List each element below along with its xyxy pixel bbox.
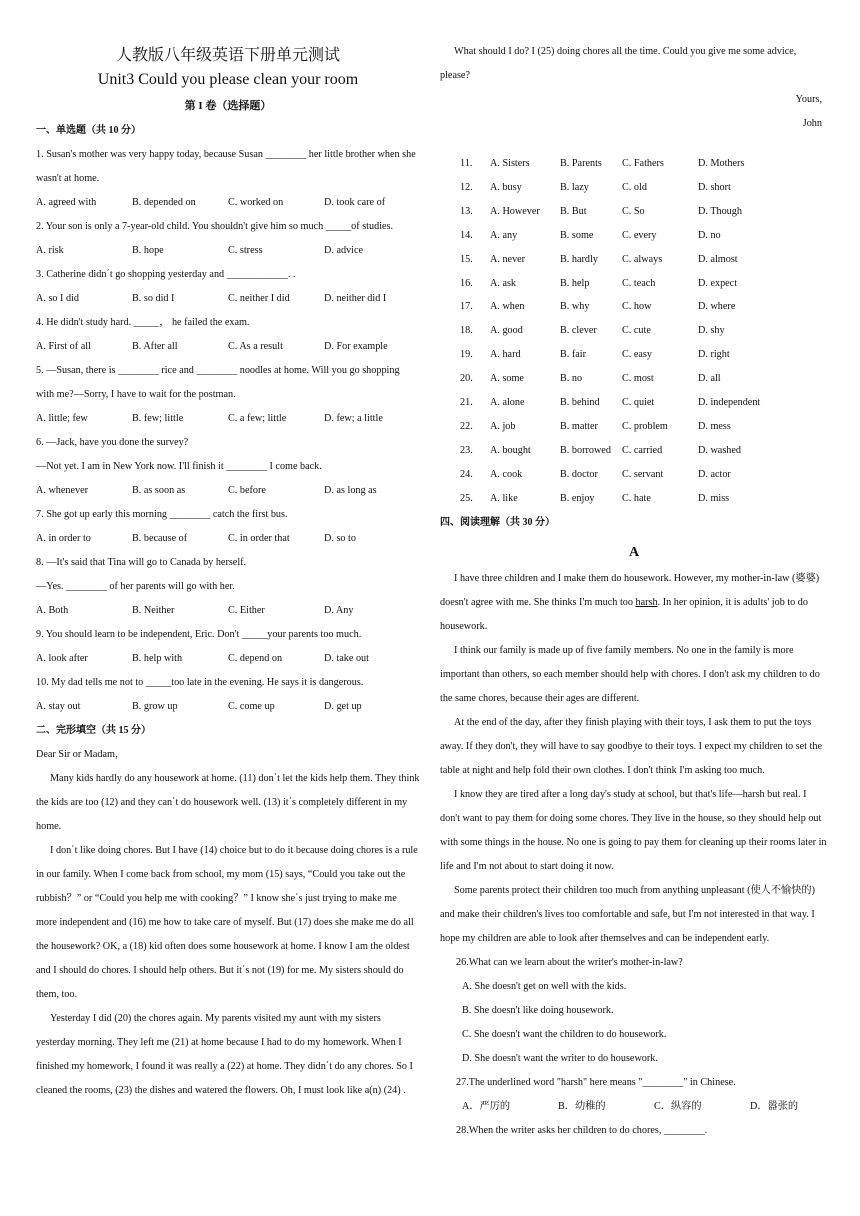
answer-row [440,272,828,296]
answer-option: B. clever [560,325,597,337]
answer-option: C. hate [622,492,651,504]
passage-text: . In her opinion, it is adults' job to do housework. [440,596,808,632]
answer-row [440,487,828,511]
option-row [36,335,420,359]
question-26-options [440,975,828,1071]
option: A. First of all [36,341,91,352]
answer-row [440,415,828,439]
passage-paragraph: At the end of the day, after they finish playing with their toys, I ask them to put the toys away. If they don't, they will have to say goodbye to their toys. I expect my children to set the table at night and help fold their own clothes. I don't think I'm asking too much. [440,716,822,776]
underlined-word: harsh [635,596,658,608]
answer-option: B．幼稚的 [558,1100,606,1112]
answer-option: C. She doesn't want the children to do housework. [462,1028,667,1040]
answer-option: C. old [622,181,647,193]
option: B. grow up [132,701,178,712]
passage-paragraph: I know they are tired after a long day's study at school, but that's life—harsh but real. I don't want to pay them for doing some chores. They live in the house, so they should help out with some things in the house. No one is going to pay them for cleaning up their rooms later in life and I'm not about to start doing it now. [440,788,827,872]
answer-row [440,463,828,487]
answer-number: 12. [460,181,473,193]
option: A. agreed with [36,197,97,208]
answer-number: 25. [460,492,473,504]
answer-option: B. borrowed [560,444,611,456]
passage-paragraph [440,567,828,639]
answer-option: A. hard [490,349,521,361]
question-stem: —Not yet. I am in New York now. I'll finish it ________ I come back. [36,461,322,472]
answer-option: A. She doesn't get on well with the kids. [462,980,627,992]
option: D. took care of [324,197,386,208]
answer-option: C. problem [622,420,668,432]
answer-number: 17. [460,301,473,313]
option-row [36,527,420,551]
option: B. Neither [132,605,175,616]
mcq-list [36,143,420,719]
right-column [440,40,828,1143]
answer-option: C. carried [622,444,663,456]
cloze-paragraph: Many kids hardly do any housework at home. (11) don΄t let the kids help them. They think the kids are too (12) and they can΄t do housework well. (13) it΄s completely different in my home. [36,773,420,832]
answer-option: C. every [622,229,657,241]
option: B. because of [132,533,188,544]
answer-option: D. mess [698,420,731,432]
answer-option: C. teach [622,277,656,289]
option: D. advice [324,245,364,256]
answer-option: A. never [490,253,526,265]
answer-option: B. behind [560,397,600,409]
option-row [36,407,420,431]
option: D. few; a little [324,413,383,424]
question-stem: 9. You should learn to be independent, Eric. Don't _____your parents too much. [36,629,362,640]
answer-number: 15. [460,253,473,265]
question-stem: 2. Your son is only a 7-year-old child. You shouldn't give him so much _____of studies. [36,221,394,232]
answer-option: B. enjoy [560,492,595,504]
option: B. few; little [132,413,184,424]
option: D. neither did I [324,293,387,304]
option: C. worked on [228,197,284,208]
answer-option: B. But [560,205,587,217]
answer-number: 24. [460,468,473,480]
option: A. so I did [36,293,80,304]
answer-option: A. ask [490,277,517,289]
left-column [36,40,420,1103]
answer-number: 13. [460,205,473,217]
option: D. For example [324,341,388,352]
option: C. Either [228,605,265,616]
option: C. a few; little [228,413,287,424]
option-row [36,647,420,671]
answer-number: 22. [460,420,473,432]
question-27: 27.The underlined word "harsh" here means "________" in Chinese. [456,1076,736,1088]
option: C. in order that [228,533,290,544]
answer-option: A. cook [490,468,523,480]
answer-row [440,295,828,319]
option-row [36,287,420,311]
option-row [36,599,420,623]
option: C. stress [228,245,263,256]
option-row [36,191,420,215]
answer-option: D. actor [698,468,731,480]
option: A. Both [36,605,69,616]
passage-paragraph: Some parents protect their children too much from anything unpleasant (使人不愉快的) and make their children's lives too comfortable and safe, but I'm not interested in that way. I hope my children are able to look after themselves and can be independent early. [440,884,816,944]
cloze-answer-list [440,152,828,511]
answer-option: D. right [698,349,730,361]
answer-number: 14. [460,229,473,241]
answer-row [440,152,828,176]
question-stem: 3. Catherine didn΄t go shopping yesterday and ____________. . [36,269,296,280]
answer-option: A. alone [490,397,525,409]
section4-heading: 四、阅读理解（共 30 分） [440,516,555,528]
option: B. as soon as [132,485,186,496]
answer-option: C. most [622,373,654,385]
letter-signoff: Yours, [795,94,822,105]
answer-option: A. job [490,420,516,432]
option: D. take out [324,653,369,664]
answer-option: D. expect [698,277,738,289]
answer-number: 18. [460,325,473,337]
option: A. in order to [36,533,91,544]
answer-option: B. Parents [560,158,602,169]
answer-row [440,343,828,367]
answer-number: 20. [460,373,473,385]
answer-option: C．纵容的 [654,1100,702,1112]
option-row [36,479,420,503]
option: A. little; few [36,413,88,424]
cloze-paragraph: I don΄t like doing chores. But I have (14) choice but to do it because doing chores is a rule in our family. When I come back from school, my mom (15) says, “Could you take out the rubbish？” or “Could you help me with cooking？” I know she΄s just trying to make me more independent and (16) me how to take care of myself. But (17) does she make me do all the housework? OK, a (18) kid often does some housework at home. I know I am the oldest and I should do chores. I should help others. But it΄s not (19) for me. My sisters should do them, too. [36,845,418,1000]
answer-option: D. no [698,229,721,241]
option: D. Any [324,605,354,616]
passage-paragraph: I think our family is made up of five family members. No one in the family is more important than others, so each member should help with chores. I don't ask my children to do the same chores, because their ages are different. [440,644,820,704]
answer-number: 19. [460,349,473,361]
answer-option: D. where [698,301,736,313]
answer-option: B. doctor [560,468,598,480]
option: C. depend on [228,653,283,664]
option: B. so did I [132,293,175,304]
option-row [36,695,420,719]
answer-option: B. help [560,277,590,289]
answer-option: B. lazy [560,181,589,193]
letter-name: John [802,118,822,129]
option: D. as long as [324,485,377,496]
answer-option: C. how [622,301,652,313]
answer-row [440,176,828,200]
question-stem: 4. He didn't study hard. _____， he failed the exam. [36,317,250,328]
answer-row [440,200,828,224]
answer-number: 11. [460,158,473,169]
answer-option: D. independent [698,397,761,409]
answer-option: B. hardly [560,253,598,265]
option: B. help with [132,653,183,664]
answer-option: C. So [622,205,645,217]
answer-option: D. almost [698,253,738,265]
question-28: 28.When the writer asks her children to do chores, ________. [456,1124,708,1136]
option: B. depended on [132,197,196,208]
passage-text: I have three children and I make them do housework. However, my mother-in-law (婆婆) doesn't agree with me. She thinks I'm much too [440,572,820,608]
option: C. before [228,485,266,496]
question-stem: 1. Susan's mother was very happy today, because Susan ________ her little brother when she wasn't at home. [36,149,416,184]
option: D. so to [324,533,356,544]
answer-row [440,367,828,391]
answer-option: D. Mothers [698,158,745,169]
unit-title: Unit3 Could you please clean your room [97,71,359,88]
question-stem: 8. —It's said that Tina will go to Canada by herself. [36,557,247,568]
cloze-passage [36,767,420,1103]
answer-option: D. miss [698,492,730,504]
answer-option: A. like [490,492,518,504]
part-title: 第 I 卷（选择题） [184,100,272,112]
reading-passage [440,639,828,951]
answer-option: B. She doesn't like doing housework. [462,1004,614,1016]
option: B. After all [132,341,178,352]
question-27-options [440,1095,828,1119]
answer-option: B. why [560,301,590,313]
question-26: 26.What can we learn about the writer's mother-in-law? [456,956,683,968]
question-stem: 10. My dad tells me not to _____too late in the evening. He says it is dangerous. [36,677,364,688]
passage-label: A [628,544,640,560]
option: A. whenever [36,485,89,496]
letter-greeting: Dear Sir or Madam， [36,749,126,760]
answer-option: D. Though [698,205,742,217]
option-row [36,239,420,263]
answer-option: B. no [560,373,583,385]
answer-option: D. She doesn't want the writer to do housework. [462,1052,658,1064]
answer-number: 21. [460,397,473,409]
answer-number: 23. [460,444,473,456]
option: C. neither I did [228,293,290,304]
question-stem: 6. —Jack, have you done the survey? [36,437,189,448]
section2-heading: 二、完形填空（共 15 分） [36,725,151,736]
option: B. hope [132,245,164,256]
answer-option: D. shy [698,325,725,337]
answer-option: C. quiet [622,397,655,409]
section1-heading: 一、单选题（共 10 分） [36,125,141,136]
question-stem: —Yes. ________ of her parents will go with her. [36,581,235,592]
option: C. As a result [228,341,283,352]
answer-option: B. fair [560,349,587,361]
answer-option: C. always [622,253,663,265]
answer-option: C. cute [622,325,651,337]
option: A. risk [36,245,64,256]
page-title: 人教版八年级英语下册单元测试 [115,45,340,64]
answer-option: A. However [490,205,540,217]
answer-row [440,224,828,248]
answer-option: D. all [698,373,721,385]
question-stem: 5. —Susan, there is ________ rice and ________ noodles at home. Will you go shopping with me?—Sorry, I have to wait for the postman. [36,365,400,400]
answer-option: C. servant [622,468,664,480]
answer-option: D. washed [698,444,742,456]
answer-option: A．严厉的 [462,1100,511,1112]
answer-option: A. good [490,325,523,337]
option: A. look after [36,653,88,664]
answer-option: B. some [560,229,594,241]
letter-closing: What should I do? I (25) doing chores all the time. Could you give me some advice, please? [440,46,797,81]
answer-option: B. matter [560,420,598,432]
answer-row [440,319,828,343]
option: C. come up [228,701,275,712]
answer-option: A. bought [490,444,531,456]
answer-row [440,248,828,272]
cloze-paragraph: Yesterday I did (20) the chores again. My parents visited my aunt with my sisters yesterday morning. They left me (21) at home because I had to do my homework. When I finished my homework, I found it was really a (22) at home. They didn΄t do any chores. So I cleaned the rooms, (23) the dishes and watered the flowers. Oh, I must look like a(n) (24) . [36,1013,413,1096]
question-stem: 7. She got up early this morning ________ catch the first bus. [36,509,288,520]
option: D. get up [324,701,362,712]
answer-option: C. Fathers [622,158,664,169]
answer-option: A. when [490,301,525,313]
answer-option: D. short [698,181,731,193]
answer-row [440,439,828,463]
answer-option: A. any [490,229,518,241]
answer-option: A. Sisters [490,158,530,169]
answer-option: D．嚣张的 [750,1100,799,1112]
answer-option: A. some [490,373,524,385]
answer-row [440,391,828,415]
option: A. stay out [36,701,81,712]
answer-option: A. busy [490,181,522,193]
answer-number: 16. [460,277,473,289]
answer-option: C. easy [622,349,652,361]
